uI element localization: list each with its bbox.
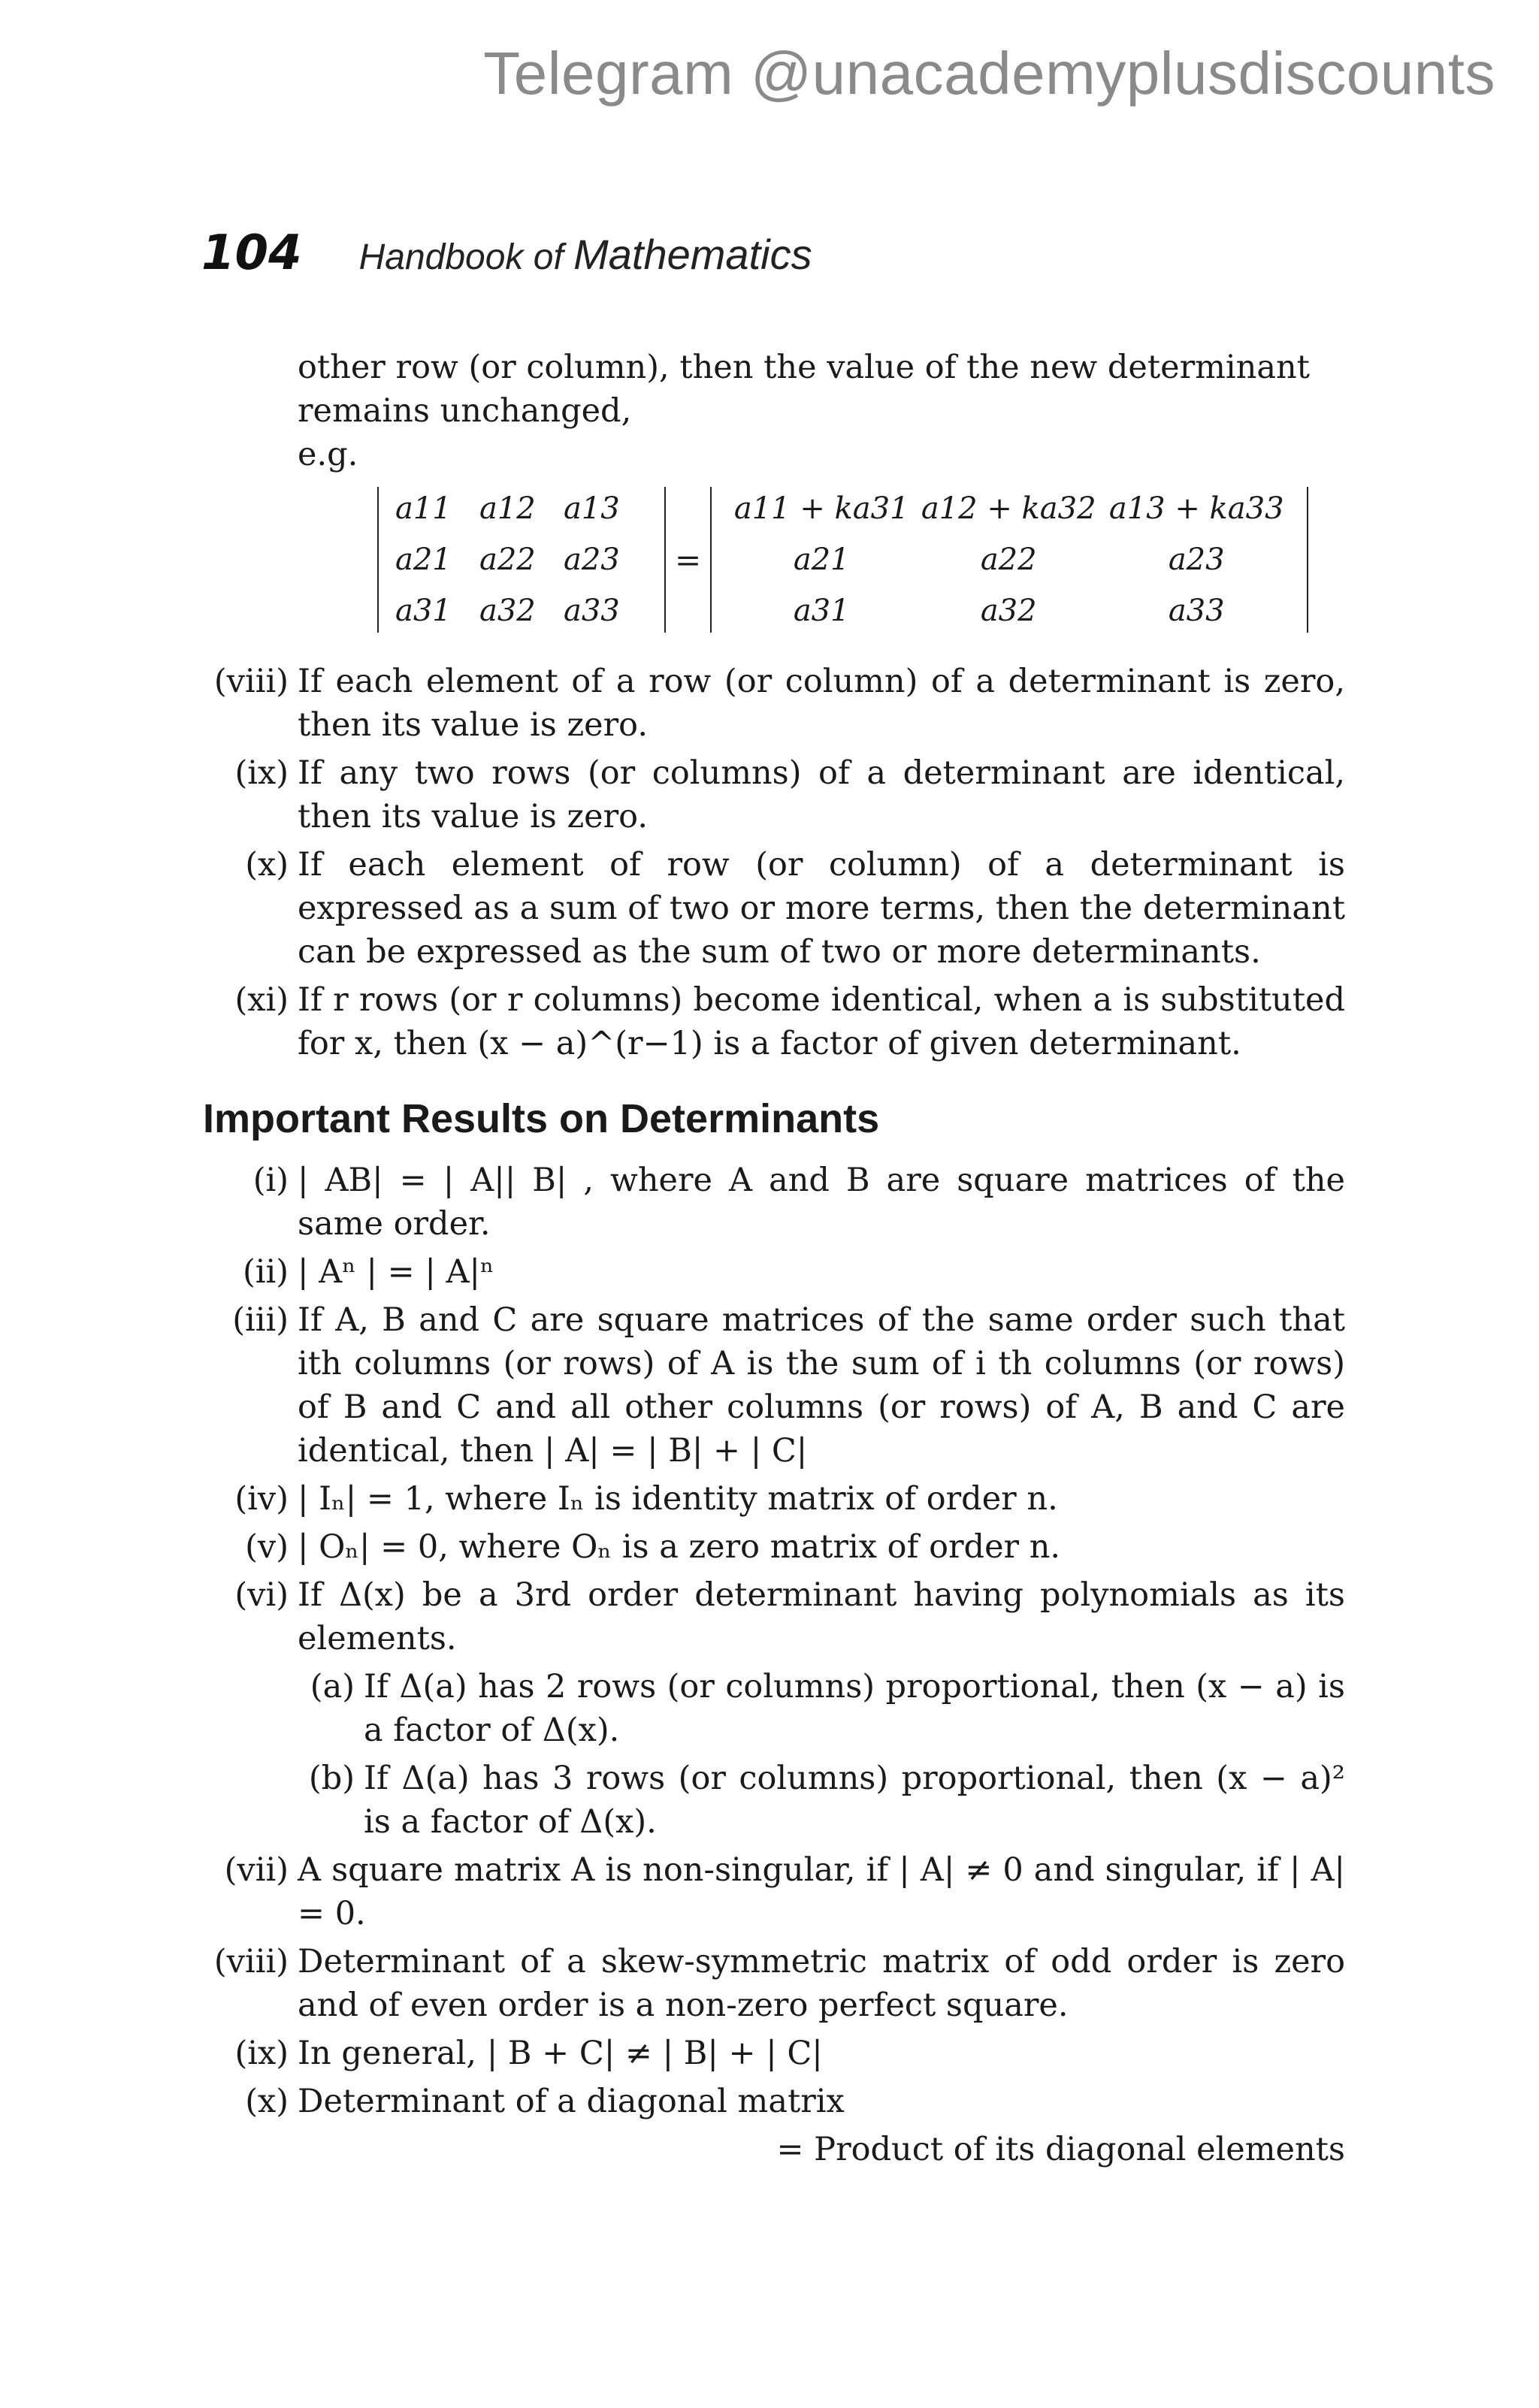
item-number: (x) [245, 846, 289, 884]
watermark-text: Telegram @unacademyplusdiscounts [483, 40, 1495, 107]
det-cell: a32 [479, 594, 536, 628]
item-number: (i) [252, 1162, 289, 1199]
result-item [203, 1940, 1345, 2027]
det-cell: a21 [395, 542, 452, 577]
page-content [203, 346, 1345, 2171]
item-text: If any two rows (or columns) of a determinant are identical, then its value is zero. [298, 754, 1345, 835]
item-text: | Iₙ| = 1, where Iₙ is identity matrix of order n. [298, 1480, 1058, 1518]
det-cell: a32 [980, 594, 1037, 628]
intro-block [203, 346, 1345, 476]
item-number: (x) [245, 2083, 289, 2120]
final-line: = Product of its diagonal elements [776, 2131, 1345, 2168]
subresult-item [203, 1757, 1345, 1844]
item-number: (v) [245, 1528, 289, 1566]
item-number: (viii) [213, 663, 289, 700]
det-cell: a33 [564, 594, 620, 628]
book-title [359, 230, 812, 279]
item-text: If each element of a row (or column) of a determinant is zero, then its value is zero. [298, 663, 1345, 744]
result-item [203, 1525, 1345, 1569]
result-item [203, 1848, 1345, 1935]
det-cell: a11 [395, 491, 452, 526]
page-number: 104 [201, 225, 302, 281]
intro-line-1: other row (or column), then the value of the new determinant [298, 349, 1310, 386]
item-text: If r rows (or r columns) become identical, when a is substituted for x, then (x − a)^(r−1) is a factor of given determinant. [298, 981, 1345, 1062]
property-item [203, 843, 1345, 974]
section-heading: Important Results on Determinants [203, 1096, 880, 1141]
property-item [203, 978, 1345, 1065]
intro-line-2: remains unchanged, [298, 392, 632, 430]
item-text: Determinant of a diagonal matrix [298, 2083, 845, 2120]
det-cell: a33 [1168, 594, 1225, 628]
item-text: A square matrix A is non-singular, if | A| ≠ 0 and singular, if | A| = 0. [298, 1851, 1345, 1932]
item-text: | AB| = | A|| B| , where A and B are square matrices of the same order. [298, 1162, 1345, 1243]
book-title-big: Mathematics [573, 231, 812, 278]
det-cell: a31 [395, 594, 452, 628]
determinant-left [377, 487, 666, 633]
det-cell: a23 [1168, 542, 1225, 577]
item-number: (a) [310, 1668, 355, 1706]
item-number: (vii) [224, 1851, 289, 1889]
result-item [203, 1298, 1345, 1473]
result-item [203, 2080, 1345, 2123]
item-text: | Aⁿ | = | A|ⁿ [298, 1253, 494, 1291]
det-cell: a13 + ka33 [1108, 491, 1284, 526]
determinant-example [377, 487, 1345, 633]
item-number: (vi) [234, 1576, 289, 1614]
determinant-right [710, 487, 1308, 633]
item-number: (ix) [234, 754, 289, 792]
equals-sign: = [675, 541, 702, 579]
item-number: (iv) [234, 1480, 289, 1518]
det-cell: a31 [793, 594, 850, 628]
page-header [201, 225, 812, 281]
item-number: (ix) [234, 2035, 289, 2072]
book-title-small: Handbook of [358, 237, 564, 277]
item-text: If A, B and C are square matrices of the same order such that ith columns (or rows) of A is the sum of i th columns (or rows) of B and C and all other columns (or rows) of A, B and C are identical, then | A| = | B| + | C| [298, 1301, 1345, 1470]
item-text: If Δ(a) has 2 rows (or columns) proportional, then (x − a) is a factor of Δ(x). [364, 1668, 1345, 1749]
result-item [203, 1159, 1345, 1246]
det-cell: a13 [564, 491, 620, 526]
det-cell: a12 + ka32 [921, 491, 1096, 526]
det-cell: a12 [479, 491, 536, 526]
result-item [203, 1250, 1345, 1294]
item-number: (b) [308, 1760, 355, 1797]
item-text: If each element of row (or column) of a determinant is expressed as a sum of two or more terms, then the determinant can be expressed as the sum of two or more determinants. [298, 846, 1345, 971]
det-cell: a22 [479, 542, 536, 577]
item-text: In general, | B + C| ≠ | B| + | C| [298, 2035, 823, 2072]
result-item [203, 1573, 1345, 1660]
item-number: (iii) [232, 1301, 289, 1339]
det-cell: a21 [793, 542, 850, 577]
property-item [203, 751, 1345, 838]
item-text: If Δ(x) be a 3rd order determinant having polynomials as its elements. [298, 1576, 1345, 1657]
intro-eg: e.g. [298, 436, 358, 473]
item-number: (viii) [213, 1943, 289, 1980]
det-cell: a11 + ka31 [733, 491, 909, 526]
item-text: If Δ(a) has 3 rows (or columns) proportional, then (x − a)² is a factor of Δ(x). [364, 1760, 1345, 1841]
item-number: (ii) [242, 1253, 289, 1291]
subresult-item [203, 1665, 1345, 1752]
property-item [203, 660, 1345, 747]
item-text: | Oₙ| = 0, where Oₙ is a zero matrix of order n. [298, 1528, 1061, 1566]
item-text: Determinant of a skew-symmetric matrix of odd order is zero and of even order is a non-zero perfect square. [298, 1943, 1345, 2024]
result-item [203, 1477, 1345, 1521]
result-item [203, 2032, 1345, 2075]
item-number: (xi) [234, 981, 289, 1019]
det-cell: a22 [980, 542, 1037, 577]
det-cell: a23 [564, 542, 620, 577]
